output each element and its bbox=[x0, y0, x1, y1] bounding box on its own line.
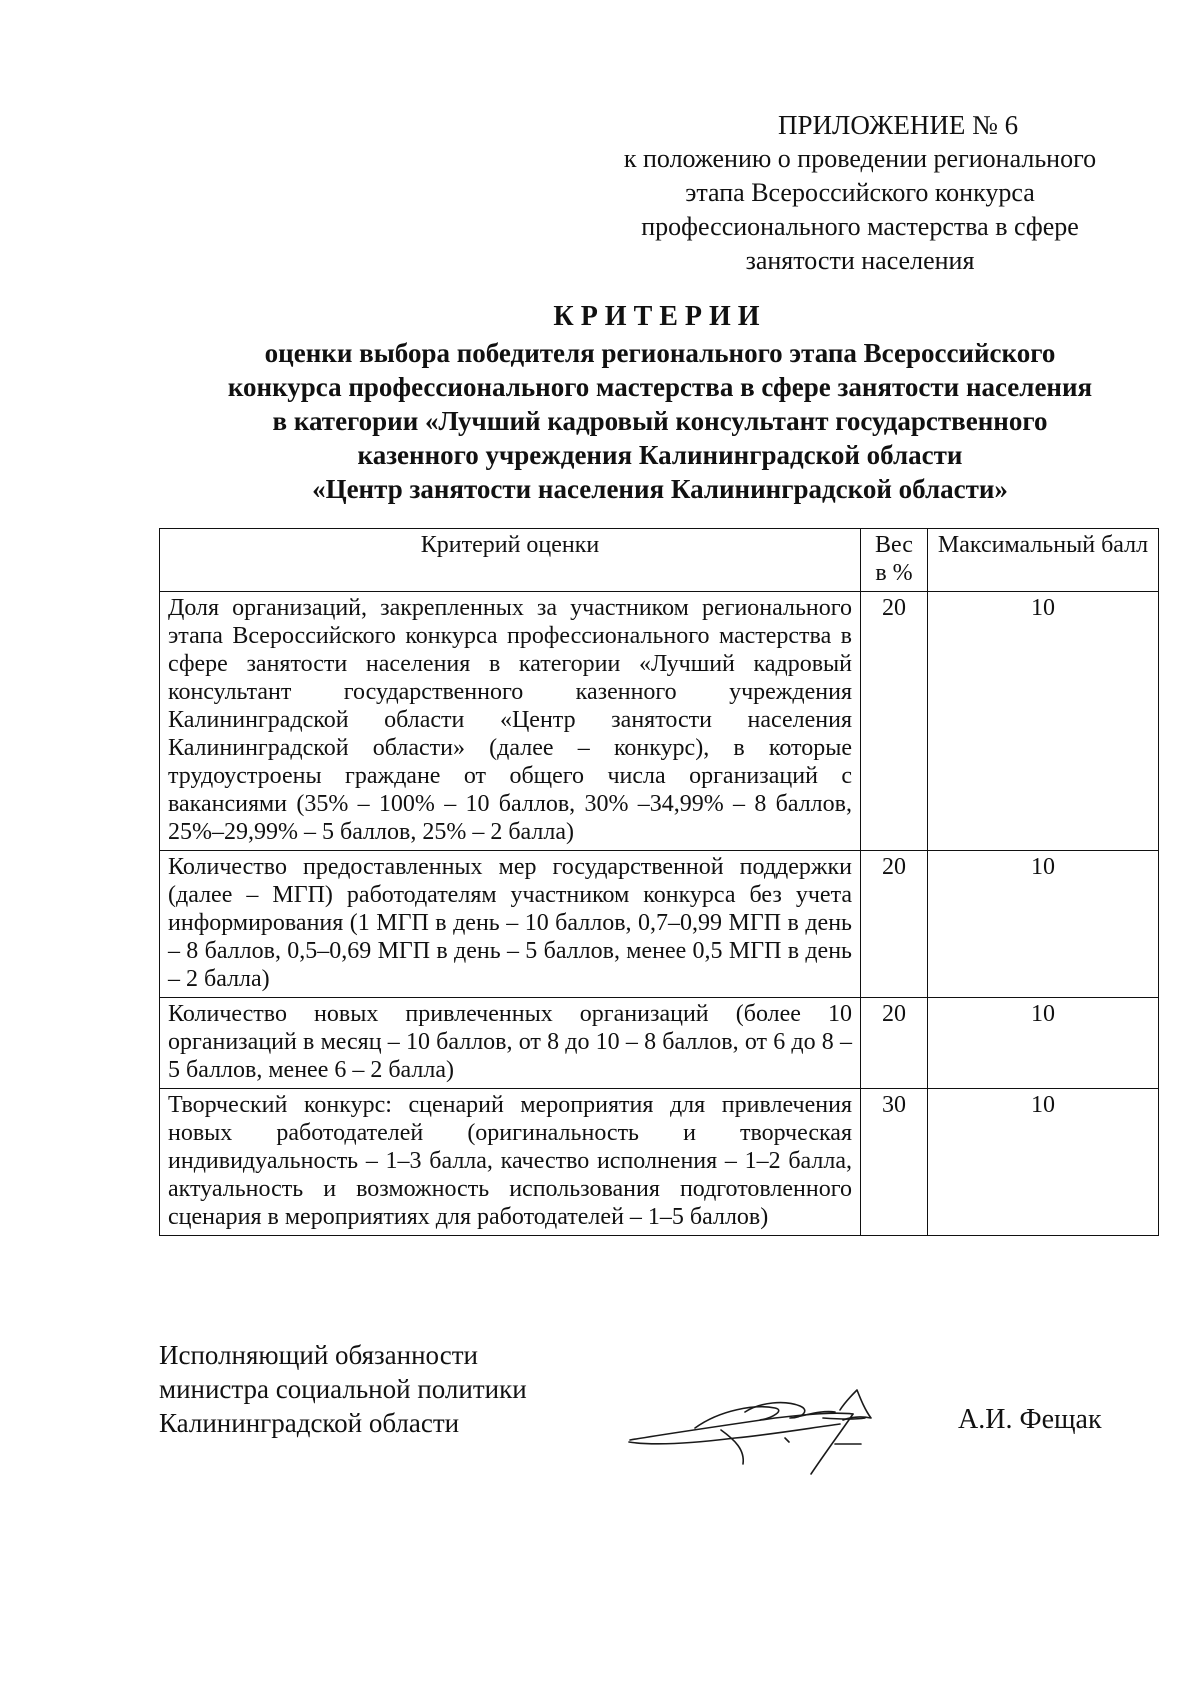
heading-title: КРИТЕРИИ bbox=[553, 301, 767, 332]
weight-cell: 20 bbox=[861, 851, 928, 998]
signature-stroke bbox=[840, 1390, 871, 1420]
max-score-cell: 10 bbox=[928, 851, 1159, 998]
header-weight: Вес в % bbox=[861, 529, 928, 592]
signatory-position bbox=[159, 1338, 527, 1440]
appendix-header bbox=[560, 108, 1160, 278]
signature-stroke bbox=[823, 1418, 865, 1419]
signer-name: А.И. Фещак bbox=[958, 1404, 1102, 1435]
heading-line: казенного учреждения Калининградской области bbox=[357, 440, 963, 470]
table-row bbox=[160, 998, 1159, 1089]
table-row bbox=[160, 851, 1159, 998]
appendix-line: к положению о проведении регионального bbox=[623, 144, 1097, 173]
signatory-line: Исполняющий обязанности bbox=[159, 1340, 478, 1370]
appendix-line: этапа Всероссийского конкурса bbox=[685, 178, 1035, 207]
criterion-cell: Доля организаций, закрепленных за участником регионального этапа Всероссийского конкурса профессионального мастерства в сфере занятости населения в категории «Лучший кадровый консультант государственного казенного учреждения Калининградской области «Центр занятости населения Калининградской области» (далее – конкурс), в которые трудоустроены граждане от общего числа организаций с вакансиями (35% – 100% – 10 баллов, 30% –34,99% – 8 баллов, 25%–29,99% – 5 баллов, 25% – 2 балла) bbox=[160, 592, 861, 851]
signatory-line: министра социальной политики bbox=[159, 1374, 527, 1404]
table-row bbox=[160, 592, 1159, 851]
signature-stroke bbox=[785, 1438, 789, 1442]
table-header-row bbox=[160, 529, 1159, 592]
criterion-cell: Творческий конкурс: сценарий мероприятия для привлечения новых работодателей (оригинальность и творческая индивидуальность – 1–3 балла, качество исполнения – 1–2 балла, актуальность и возможность использования подготовленного сценария в мероприятиях для работодателей – 1–5 баллов) bbox=[160, 1089, 861, 1236]
signature-stroke bbox=[695, 1407, 779, 1428]
header-criterion: Критерий оценки bbox=[160, 529, 861, 592]
signature-stroke bbox=[721, 1430, 743, 1464]
max-score-cell: 10 bbox=[928, 998, 1159, 1089]
signatory-line: Калининградской области bbox=[159, 1408, 460, 1438]
heading-line: в категории «Лучший кадровый консультант государственного bbox=[272, 406, 1048, 436]
heading-line: оценки выбора победителя регионального этапа Всероссийского bbox=[264, 338, 1056, 368]
weight-cell: 20 bbox=[861, 592, 928, 851]
appendix-line: профессионального мастерства в сфере bbox=[641, 212, 1079, 241]
weight-cell: 20 bbox=[861, 998, 928, 1089]
appendix-title: ПРИЛОЖЕНИЕ № 6 bbox=[778, 110, 1019, 140]
criteria-table bbox=[159, 528, 1159, 1236]
handwritten-signature bbox=[625, 1388, 910, 1478]
heading-line: конкурса профессионального мастерства в сфере занятости населения bbox=[227, 372, 1093, 402]
heading-line: «Центр занятости населения Калининградской области» bbox=[312, 474, 1008, 504]
header-max-score: Максимальный балл bbox=[928, 529, 1159, 592]
criterion-cell: Количество новых привлеченных организаций (более 10 организаций в месяц – 10 баллов, от 8 до 10 – 8 баллов, от 6 до 8 – 5 баллов, менее 6 – 2 балла) bbox=[160, 998, 861, 1089]
weight-cell: 30 bbox=[861, 1089, 928, 1236]
criterion-cell: Количество предоставленных мер государственной поддержки (далее – МГП) работодателям участником конкурса без учета информирования (1 МГП в день – 10 баллов, 0,7–0,99 МГП в день – 8 баллов, 0,5–0,69 МГП в день – 5 баллов, менее 0,5 МГП в день – 2 балла) bbox=[160, 851, 861, 998]
table-row bbox=[160, 1089, 1159, 1236]
document-heading bbox=[160, 300, 1160, 506]
appendix-line: занятости населения bbox=[745, 246, 975, 275]
max-score-cell: 10 bbox=[928, 592, 1159, 851]
max-score-cell: 10 bbox=[928, 1089, 1159, 1236]
